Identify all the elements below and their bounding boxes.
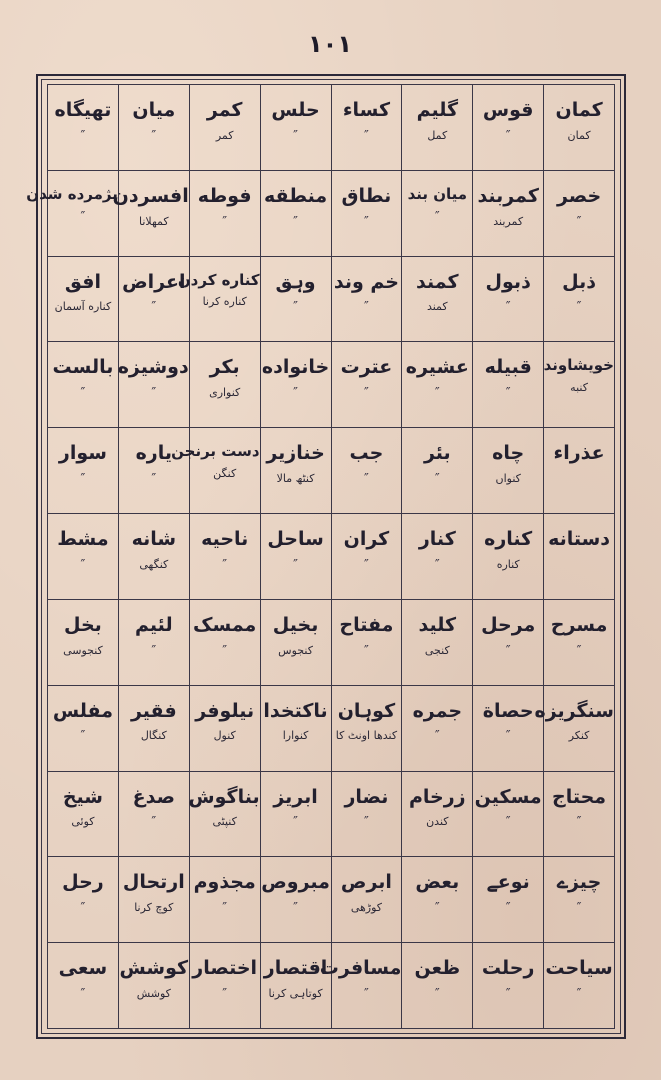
cell-gloss: کندھا اونٹ کا [335,729,398,743]
cell-gloss: ″ [434,729,440,745]
cell-word: لئیم [135,613,173,636]
cell-word: ذبل [562,270,596,293]
table-cell [260,599,331,685]
table-row [48,342,615,428]
cell-gloss: ″ [576,643,582,659]
cell-gloss: کوشش [136,986,171,1000]
cell-gloss: ″ [222,901,228,917]
table-cell [473,514,544,600]
cell-gloss: کوچ کرنا [134,901,174,915]
cell-gloss: ″ [293,214,298,230]
cell-word: ارتحال [122,871,185,894]
table-cell [112,170,189,256]
table-cell [402,85,473,171]
table-cell [473,85,544,171]
cell-word: مسافرت [319,957,402,980]
cell-word: تهیگاه [54,99,112,121]
table-cell [331,857,402,943]
cell-gloss: کنپٹی [212,815,237,829]
table-cell [544,85,615,171]
cell-gloss: کنول [213,729,236,743]
table-cell [189,599,260,685]
table-cell [189,85,260,171]
cell-gloss: ″ [222,557,228,573]
cell-gloss: کوئی [71,815,95,829]
cell-word: بکر [209,356,240,379]
cell-word: میان بند [407,184,468,203]
cell-gloss: کنگن [213,467,237,480]
cell-word: حصاة [482,699,534,722]
table-cell [118,428,189,514]
cell-gloss: ″ [434,901,440,917]
table-cell [260,857,331,943]
cell-word: سوار [58,442,107,465]
cell-gloss: ″ [80,209,86,225]
table-cell [48,943,119,1029]
cell-gloss: ″ [222,986,228,1002]
cell-word: کنار [418,528,456,551]
cell-word: مبروص [261,871,330,894]
cell-gloss: کمند [426,300,448,314]
cell-gloss: کنٹھ مالا [276,472,315,485]
table-cell [118,685,189,771]
cell-word: بناگوش [188,785,260,808]
cell-word: دست برنجن [171,442,260,461]
cell-word: خم وند [333,270,399,293]
cell-word: ناکتخدا [263,699,328,722]
cell-gloss: ″ [434,386,440,402]
cell-gloss: ″ [364,214,369,230]
cell-gloss: ″ [293,557,298,573]
table-row [48,771,615,857]
table-cell [473,771,544,857]
cell-gloss: کنجی [424,643,450,657]
cell-word: پژمرده شدن [26,184,118,203]
table-cell [473,256,544,342]
table-cell [544,771,615,857]
table-cell [118,256,189,342]
table-cell [402,857,473,943]
cell-word: افق [64,270,101,293]
table-row [48,857,615,943]
cell-word: فوطه [197,184,252,207]
cell-gloss: کندن [426,815,449,829]
cell-gloss: ″ [576,815,582,831]
cell-word: مفتاح [339,613,394,636]
cell-word: ذبول [485,270,531,293]
cell-gloss: ″ [151,643,157,659]
cell-gloss: ″ [505,386,511,402]
cell-word: نوعے [486,871,530,894]
cell-word: رحلت [481,957,535,980]
table-cell [331,514,402,600]
table-cell [48,514,119,600]
table-cell [118,85,189,171]
cell-gloss: کناره کرنا [202,295,247,309]
cell-gloss: ″ [151,386,157,402]
cell-word: کلید [418,613,457,636]
cell-gloss: ″ [222,643,228,659]
cell-word: بالست [52,356,114,379]
cell-gloss: ″ [80,901,86,917]
table-cell [473,685,544,771]
table-cell [331,685,402,771]
table-cell [473,342,544,428]
table-cell [473,428,544,514]
cell-gloss: ″ [80,386,86,402]
table-row [48,170,615,256]
cell-gloss: کمهلانا [138,214,169,228]
cell-gloss: ″ [576,300,582,316]
cell-word: نیلوفر [195,699,255,722]
cell-word: خانواده [261,356,330,379]
table-cell [319,943,402,1029]
table-cell [544,514,615,600]
cell-gloss: ″ [80,472,86,487]
cell-word: مرحل [481,613,536,636]
table-cell [260,170,331,256]
cell-gloss: ″ [434,986,440,1002]
table-row [48,428,615,514]
table-cell [402,943,473,1029]
table-cell [402,170,473,256]
cell-gloss: ″ [293,815,298,831]
table-cell [402,685,473,771]
page-number: ١٠١ [308,30,352,58]
table-row [48,599,615,685]
cell-gloss: کمل [427,128,448,142]
cell-word: سعی [58,957,108,980]
table-cell [260,685,331,771]
cell-word: قوس [482,99,534,121]
cell-word: نطاق [341,184,392,207]
cell-word: اعراض [122,270,186,293]
table-cell [189,514,260,600]
cell-gloss: ″ [151,128,157,144]
cell-gloss: ″ [364,986,369,1002]
table-cell [48,428,119,514]
cell-gloss: کوتاہی کرنا [268,986,323,1000]
cell-word: محتاج [552,785,607,808]
cell-word: مشط [57,528,109,551]
cell-gloss: ″ [293,128,298,144]
cell-word: مسرح [550,613,608,636]
cell-word: ناحیه [201,528,249,551]
cell-gloss: ″ [505,643,511,659]
table-cell [26,170,119,256]
table-row [48,85,615,171]
cell-gloss: ″ [505,901,511,917]
cell-word: کمربند [477,184,539,207]
table-cell [544,342,615,428]
cell-word: بئر [423,442,451,465]
table-cell [260,342,331,428]
table-cell [260,256,331,342]
cell-word: کمر [206,99,243,121]
cell-gloss: ″ [364,643,369,659]
table-cell [331,170,402,256]
table-cell [402,342,473,428]
table-cell [260,514,331,600]
table-cell [544,857,615,943]
cell-word: شانه [131,528,177,551]
table-cell [473,857,544,943]
table-cell [48,771,119,857]
cell-gloss: ″ [293,901,298,917]
table-row [48,685,615,771]
table-cell [118,857,189,943]
cell-gloss: ″ [80,729,86,745]
table-cell [544,943,615,1029]
cell-word: وہق [275,270,316,293]
table-cell [260,771,331,857]
table-cell [402,514,473,600]
cell-gloss: ″ [576,901,582,917]
cell-word: دستانه [548,528,611,551]
cell-gloss: کمر [215,128,234,142]
table-cell [189,943,260,1029]
table-row [48,256,615,342]
cell-word: خویشاوند [543,356,614,375]
cell-gloss: ″ [293,300,298,316]
cell-gloss: ″ [505,986,511,1002]
cell-word: کمان [555,99,603,121]
cell-gloss: ″ [434,557,440,573]
table-cell [544,428,615,514]
table-cell [48,685,119,771]
cell-gloss: ″ [151,300,157,316]
table-cell [473,943,544,1029]
table-cell [331,256,402,342]
cell-word: سنگریزه [534,699,614,722]
word-table [26,84,615,1029]
cell-gloss: کمربند [493,214,524,228]
table-cell [48,342,119,428]
table-cell [544,599,615,685]
table-cell [544,170,615,256]
table-cell [48,599,119,685]
cell-gloss: ″ [151,815,157,831]
cell-word: میان [132,99,176,121]
cell-gloss: ″ [434,472,440,487]
cell-word: ابریز [273,785,318,808]
cell-word: خنازیر [266,442,325,465]
table-cell [118,771,189,857]
table-cell [331,85,402,171]
cell-gloss: ″ [80,986,86,1002]
cell-gloss: کنواری [209,386,241,400]
cell-gloss: ″ [505,729,511,745]
cell-word: جمره [412,699,463,722]
cell-gloss: ″ [364,815,369,831]
cell-gloss: ″ [434,209,440,225]
cell-gloss: ″ [505,128,511,144]
table-row [48,943,615,1029]
table-cell [189,771,260,857]
cell-word: کوشش [119,957,189,980]
table-cell [331,428,402,514]
cell-gloss: کنجوس [278,643,313,657]
table-cell [177,256,260,342]
cell-gloss: کناره [496,557,520,571]
cell-gloss: ″ [364,557,369,573]
cell-word: کمند [416,270,459,293]
cell-word: کوہان [337,699,396,722]
cell-word: اقتصار [263,957,328,980]
table-row [48,514,615,600]
cell-word: بعض [415,871,460,894]
cell-word: صدغ [132,785,175,808]
cell-gloss: کنگال [140,729,167,743]
cell-word: مجذوم [193,871,256,894]
cell-word: اختصار [192,957,258,980]
cell-gloss: ″ [222,214,228,230]
cell-gloss: کمان [567,128,591,142]
table-cell [171,428,260,514]
table-cell [402,771,473,857]
table-cell [260,943,331,1029]
cell-gloss: ″ [505,815,511,831]
cell-word: گلیم [416,99,459,121]
table-cell [189,342,260,428]
cell-gloss: ″ [80,128,86,144]
cell-gloss: ″ [80,557,86,573]
cell-gloss: کوڑھی [350,901,383,915]
cell-word: مفلس [52,699,113,722]
table-cell [473,170,544,256]
cell-word: بخیل [272,613,319,636]
cell-word: قبیله [484,356,532,379]
cell-word: کران [343,528,390,551]
cell-word: سیاحت [545,957,613,980]
cell-word: ابرص [340,871,392,894]
cell-gloss: کنجوسی [63,643,103,657]
table-cell [118,514,189,600]
cell-word: حلس [271,99,320,121]
cell-word: خصر [556,184,602,207]
cell-word: جب [349,442,384,465]
cell-word: چاه [492,442,525,465]
cell-gloss: کناره آسمان [54,300,112,314]
table-cell [402,428,473,514]
cell-gloss: ″ [505,300,511,316]
cell-gloss: کنگھی [139,557,169,571]
table-cell [544,256,615,342]
cell-word: ساحل [267,528,324,551]
table-cell [331,342,402,428]
cell-word: کناره [484,528,533,551]
table-cell [260,85,331,171]
cell-gloss: کنبه [570,381,588,395]
table-cell [48,857,119,943]
cell-gloss: کنکر [568,729,590,743]
table-cell [260,428,331,514]
table-cell [118,342,189,428]
cell-gloss: ″ [364,300,369,316]
cell-word: نضار [344,785,389,808]
table-cell [534,685,615,771]
cell-word: رحل [62,871,104,894]
table-cell [189,170,260,256]
cell-gloss: ″ [364,386,369,402]
cell-word: فقیر [130,699,177,722]
cell-word: کساء [342,99,391,121]
table-cell [189,685,260,771]
table-cell [473,599,544,685]
cell-word: عشیره [405,356,469,379]
cell-word: ظعن [414,957,461,980]
cell-word: عذراء [553,442,605,465]
cell-word: یاره [135,442,173,465]
cell-word: زرخام [408,785,466,808]
table-cell [48,256,119,342]
cell-word: کناره کردن [177,270,260,289]
cell-word: چیزے [556,871,602,894]
cell-word: ممسک [193,613,257,636]
cell-word: مسکین [474,785,542,808]
table-cell [48,85,119,171]
cell-word: دوشیزه [117,356,189,379]
cell-gloss: کنواں [495,472,521,485]
cell-gloss: ″ [293,386,298,402]
cell-gloss: ″ [576,214,582,230]
table-cell [118,943,189,1029]
cell-gloss: ″ [364,128,369,144]
cell-gloss: ″ [576,986,582,1002]
table-cell [331,599,402,685]
cell-gloss: ″ [364,472,369,487]
table-cell [189,857,260,943]
table-cell [118,599,189,685]
cell-gloss: ″ [151,472,157,487]
cell-word: شیخ [62,785,103,808]
cell-word: بخل [64,613,102,636]
cell-gloss: کنوارا [282,729,309,743]
table-cell [402,256,473,342]
table-cell [331,771,402,857]
table-cell [402,599,473,685]
cell-word: عترت [340,356,393,379]
cell-word: افسردن [112,184,189,207]
cell-word: منطقه [263,184,328,207]
